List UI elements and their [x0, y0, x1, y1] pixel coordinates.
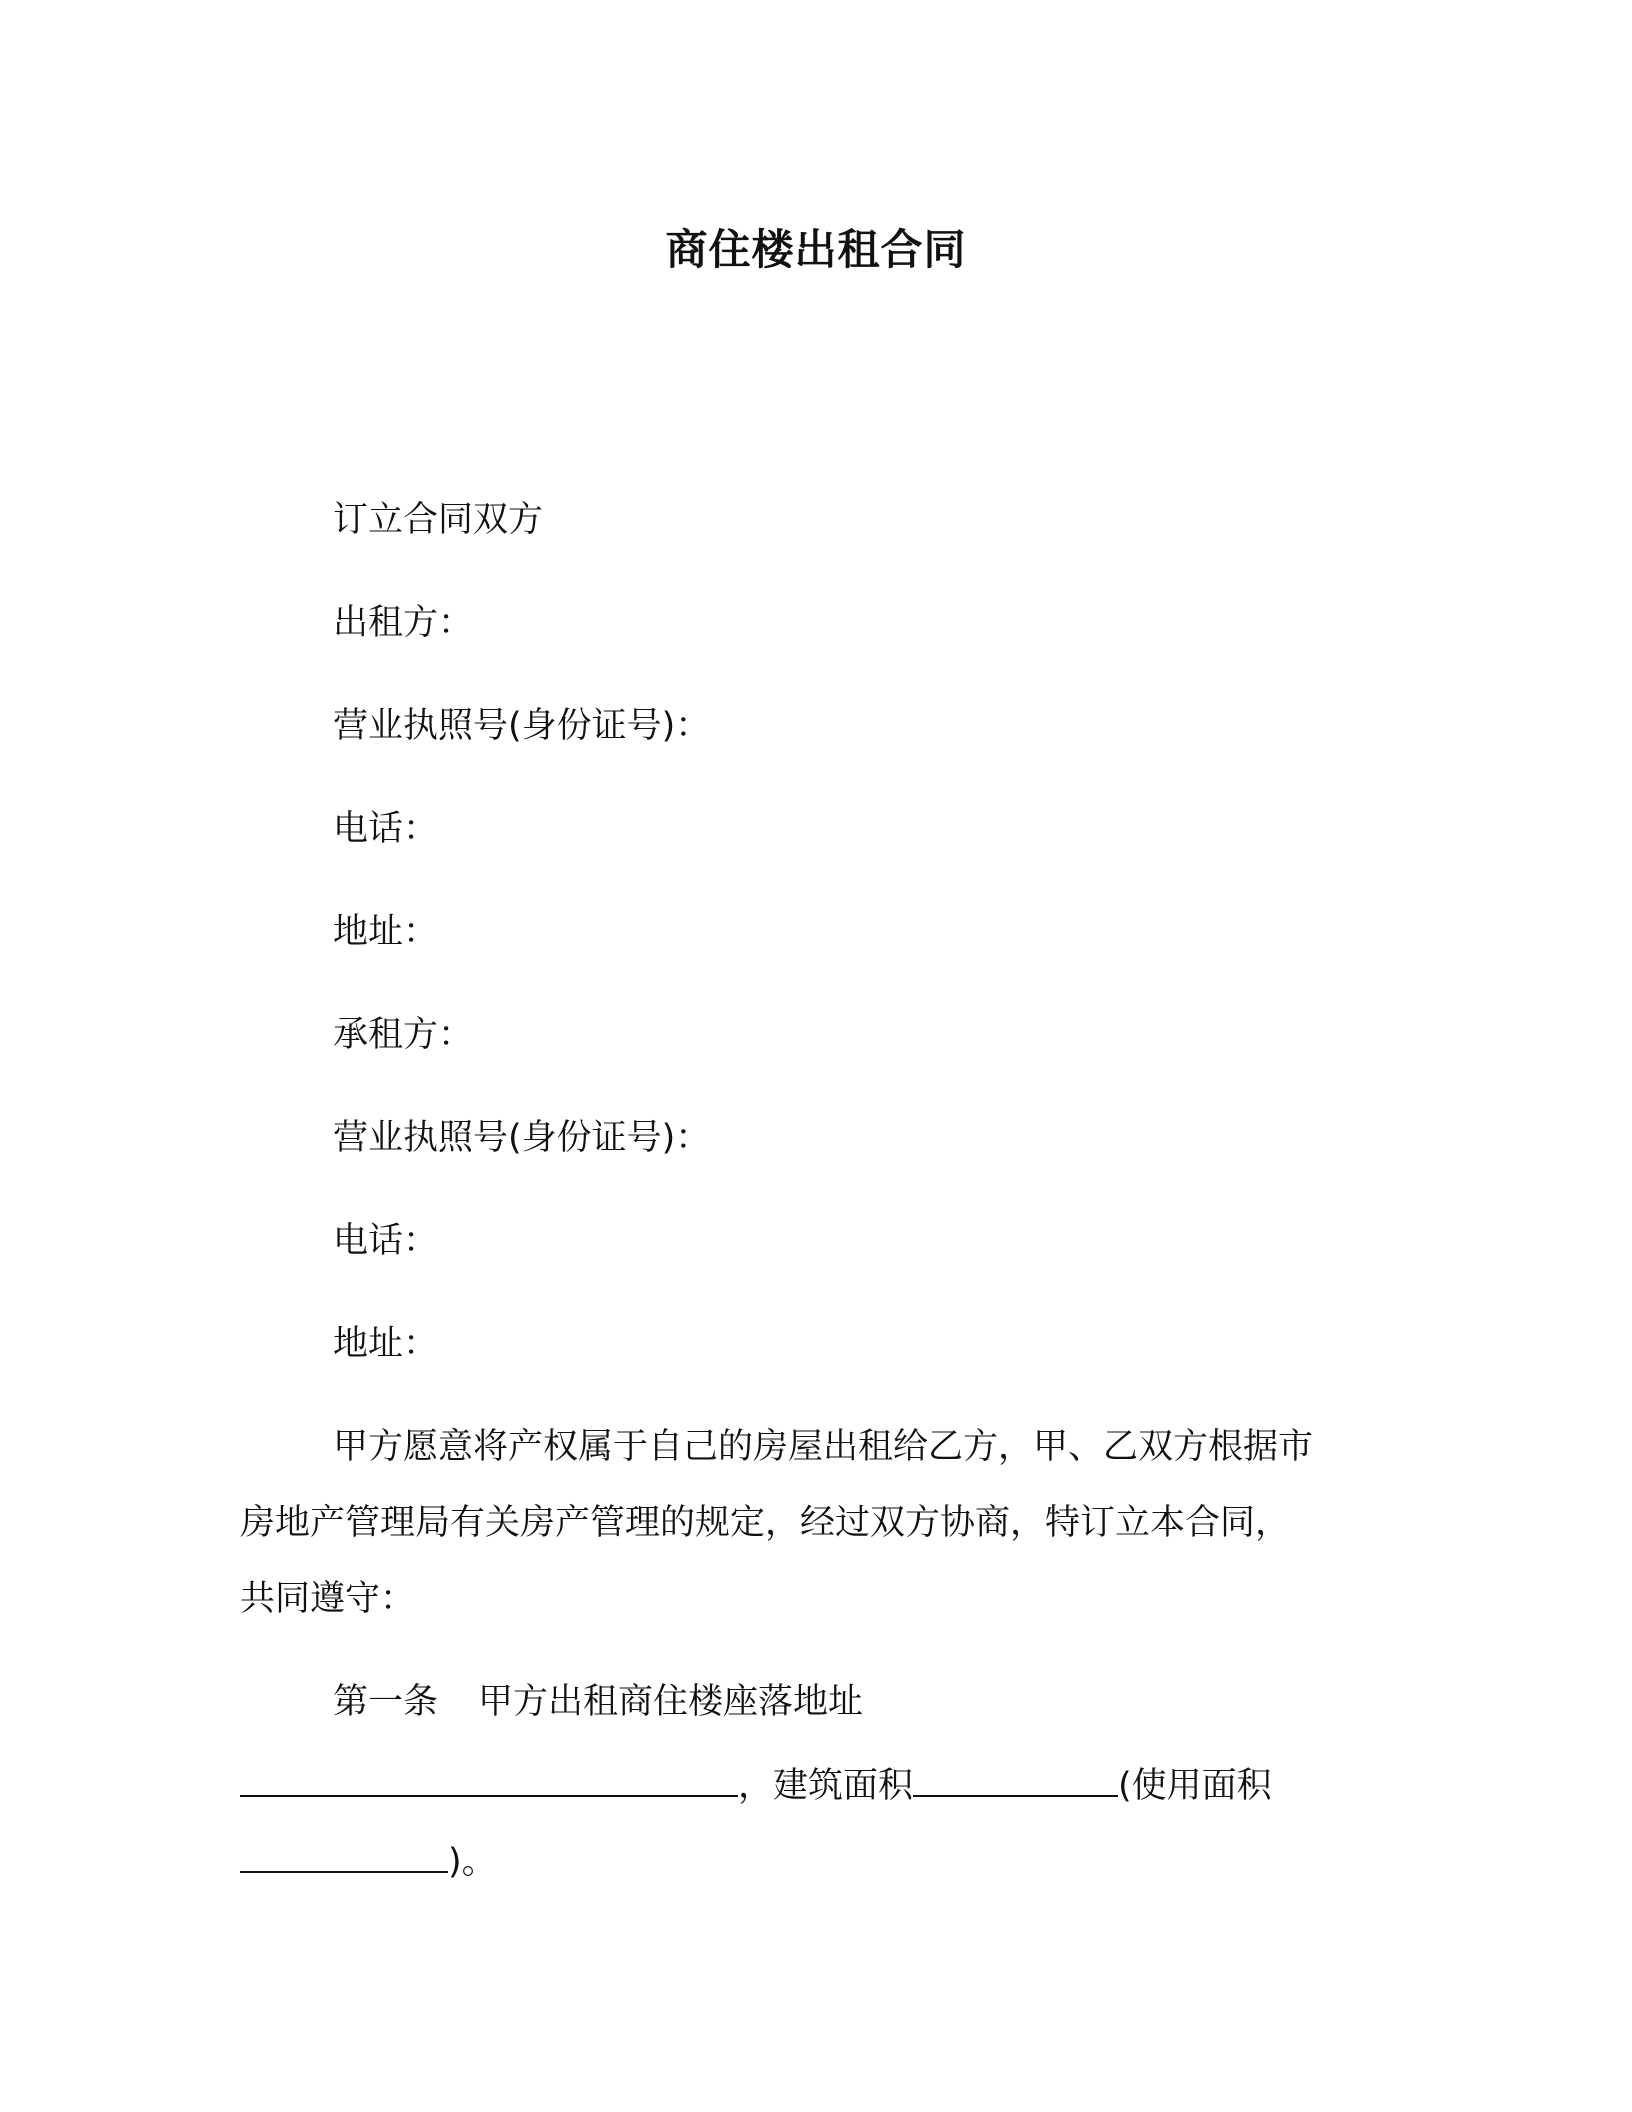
usable-area-blank-field[interactable]	[240, 1841, 448, 1873]
lessor-license-label: 营业执照号(身份证号)：	[333, 706, 711, 746]
preamble-line-3: 共同遵守：	[240, 1579, 416, 1619]
article-1-end: )。	[448, 1842, 497, 1882]
address-blank-field[interactable]	[240, 1765, 738, 1797]
lessee-label: 承租方：	[333, 1015, 474, 1055]
building-area-blank-field[interactable]	[913, 1765, 1118, 1797]
lessee-license-label: 营业执照号(身份证号)：	[333, 1118, 711, 1158]
article-1-fill-line	[240, 1762, 1272, 1810]
article-1-fill-line-2	[240, 1838, 497, 1886]
preamble-line-1: 甲方愿意将产权属于自己的房屋出租给乙方，甲、乙双方根据市	[333, 1427, 1314, 1467]
document-title: 商住楼出租合同	[665, 225, 967, 274]
article-1-heading	[333, 1678, 863, 1726]
article-1-text: 甲方出租商住楼座落地址	[478, 1682, 864, 1722]
article-1-number: 第一条	[333, 1682, 439, 1722]
lessee-phone-label: 电话：	[333, 1221, 439, 1261]
usable-area-label: (使用面积	[1118, 1766, 1272, 1806]
lessor-address-label: 地址：	[333, 912, 439, 952]
lessor-phone-label: 电话：	[333, 809, 439, 849]
lessor-label: 出租方：	[333, 603, 474, 643]
lessee-address-label: 地址：	[333, 1324, 439, 1364]
building-area-label: ，建筑面积	[738, 1766, 914, 1806]
preamble-line-2: 房地产管理局有关房产管理的规定，经过双方协商，特订立本合同，	[240, 1503, 1291, 1543]
parties-heading: 订立合同双方	[333, 500, 544, 540]
